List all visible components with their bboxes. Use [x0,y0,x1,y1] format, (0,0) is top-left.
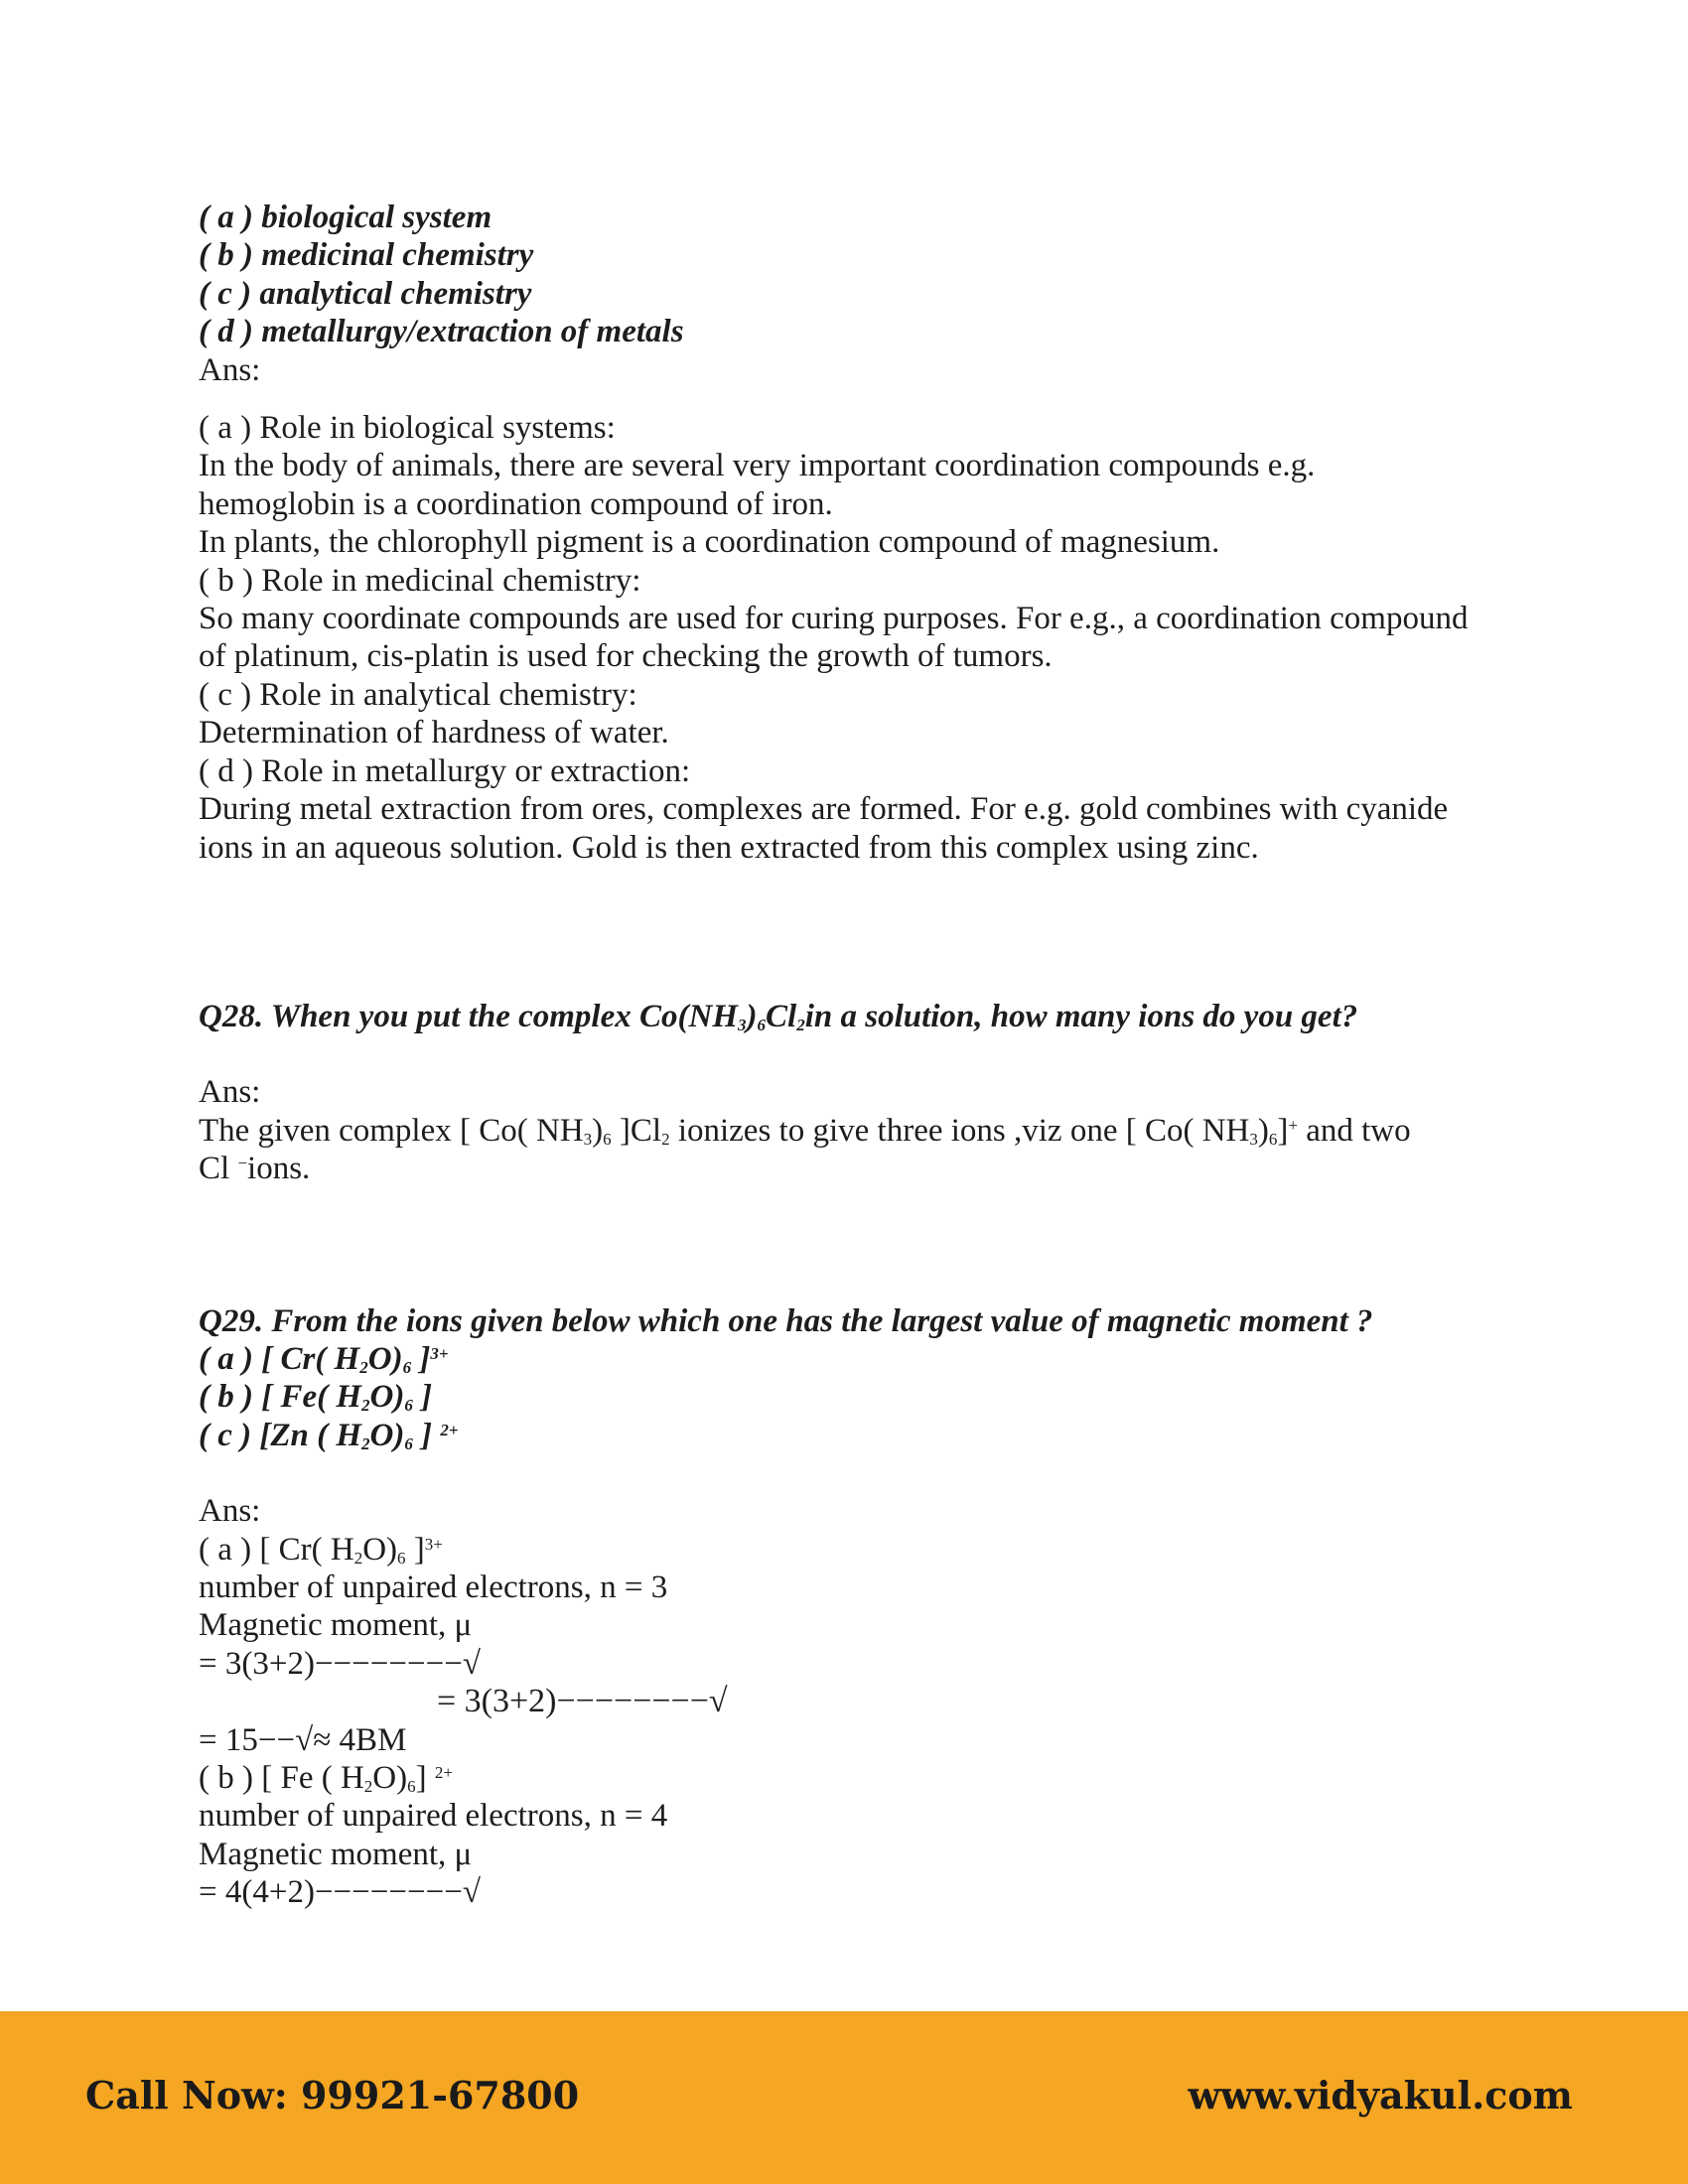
q29-answer-b-eq1: = 4(4+2)−−−−−−−−√ [199,1874,481,1911]
q29-question: Q29. From the ions given below which one has the largest value of magnetic moment ? [199,1302,1373,1339]
option-c: ( c ) analytical chemistry [199,275,532,312]
q29-option-a: ( a ) [ Cr( $H_2O)_6$ ]$^{3+}$ [199,1340,449,1377]
q29-answer-a: ( a ) [ Cr( $H_2O)_6$ ]$^{3+}$ [199,1531,443,1568]
q29-answer-b-moment: Magnetic moment, μ [199,1836,473,1872]
q29-option-c: ( c ) [Zn ( $H_2O)_6$ ] $^{2+}$ [199,1417,459,1453]
q29-answer-b: ( b ) [ Fe ( $H_2O)_6$] $^{2+}$ [199,1760,453,1796]
ans-label: Ans: [199,351,261,388]
q29-answer-a-eq1: = 3(3+2)−−−−−−−−√ [199,1645,481,1682]
answer-line: of platinum, cis-platin is used for checking the growth of tumors. [199,638,1053,675]
q29-answer-b-unpaired: number of unpaired electrons, n = 4 [199,1798,668,1835]
website-link[interactable]: www.vidyakul.com [1188,2073,1573,2117]
q29-answer-a-moment: Magnetic moment, μ [199,1607,473,1644]
option-d: ( d ) metallurgy/extraction of metals [199,314,684,350]
q28-answer-line-2: Cl −ions. [199,1151,311,1187]
page-content [199,199,1509,1912]
q29-answer-a-unpaired: number of unpaired electrons, n = 3 [199,1569,668,1605]
answer-line: Determination of hardness of water. [199,715,669,751]
answer-line: ions in an aqueous solution. Gold is then extracted from this complex using zinc. [199,829,1259,866]
answer-line: So many coordinate compounds are used for curing purposes. For e.g., a coordination compound [199,601,1469,637]
q29-answer-a-eq2: = 3(3+2)−−−−−−−−√ [437,1683,728,1720]
q28-answer-line-1: The given complex [ Co( $NH_3)_6$ ]$Cl_2$ ionizes to give three ions ,viz one [ Co( $NH_3)_6]^+$ and two [199,1112,1411,1149]
answer-line: In plants, the chlorophyll pigment is a coordination compound of magnesium. [199,524,1220,561]
answer-line: During metal extraction from ores, complexes are formed. For e.g. gold combines with cyanide [199,791,1449,828]
option-a: ( a ) biological system [199,200,492,235]
q29-option-b: ( b ) [ Fe( $H_2O)_6$ ] [199,1379,433,1416]
answer-line: ( d ) Role in metallurgy or extraction: [199,752,691,789]
answer-line: ( a ) Role in biological systems: [199,410,616,447]
q29-ans-label: Ans: [199,1493,261,1530]
answer-line: hemoglobin is a coordination compound of iron. [199,485,833,522]
answer-line: In the body of animals, there are several very important coordination compounds e.g. [199,448,1316,484]
answer-line: ( c ) Role in analytical chemistry: [199,676,637,713]
q28-question: Q28. When you put the complex $Co(NH_3)_6Cl_2in$ a solution, how many ions do you get? [199,998,1358,1034]
answer-line: ( b ) Role in medicinal chemistry: [199,562,641,599]
q28-ans-label: Ans: [199,1074,261,1111]
footer-bar [0,2011,1688,2184]
option-b: ( b ) medicinal chemistry [199,237,534,274]
call-now-text[interactable]: Call Now: 99921-67800 [85,2073,580,2117]
q29-answer-a-eq3: = 15−−√≈ 4BM [199,1721,407,1758]
